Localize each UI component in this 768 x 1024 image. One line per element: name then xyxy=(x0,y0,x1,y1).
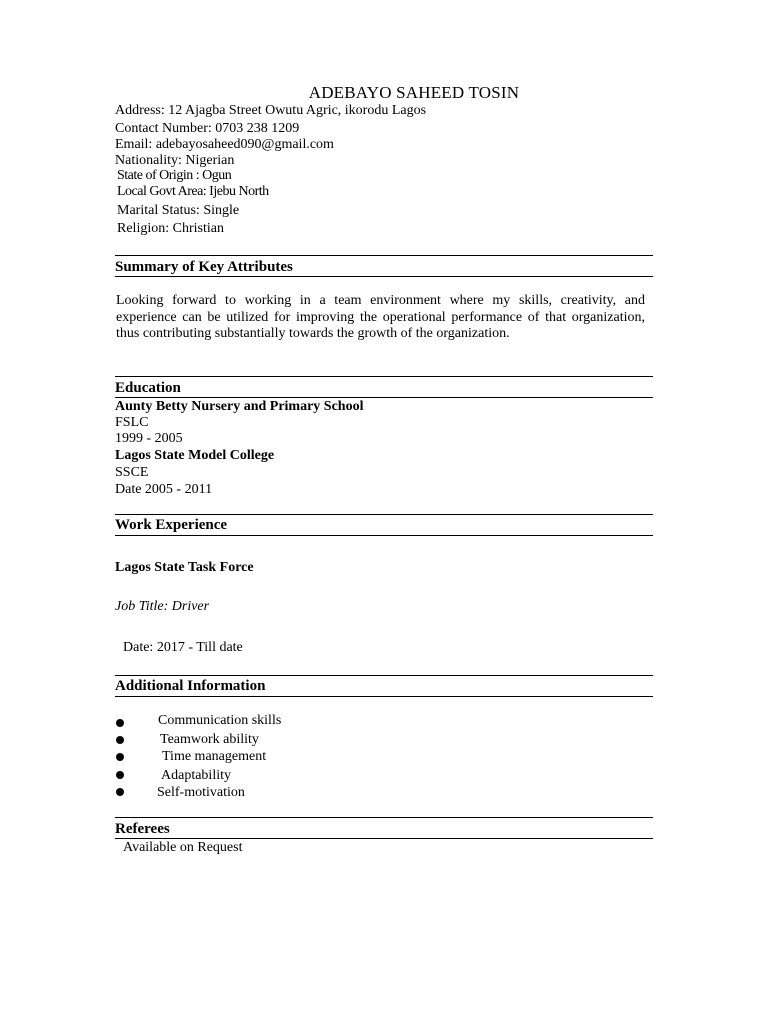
bullet-icon xyxy=(116,719,124,727)
section-rule-top xyxy=(115,376,653,377)
bullet-icon xyxy=(116,771,124,779)
bullet-icon xyxy=(116,753,124,761)
email-line: Email: adebayosaheed090@gmail.com xyxy=(115,137,334,152)
marital-status-line: Marital Status: Single xyxy=(117,203,240,218)
work-heading: Work Experience xyxy=(115,517,228,533)
education-school: Lagos State Model College xyxy=(115,448,275,463)
additional-item: Teamwork ability xyxy=(160,732,259,747)
education-school: Aunty Betty Nursery and Primary School xyxy=(115,399,364,414)
education-qualification: FSLC xyxy=(115,415,149,430)
additional-item: Adaptability xyxy=(161,768,231,783)
candidate-name: ADEBAYO SAHEED TOSIN xyxy=(308,83,520,102)
section-rule-top xyxy=(115,514,653,515)
section-rule-bottom xyxy=(115,535,653,536)
religion-line: Religion: Christian xyxy=(117,221,224,236)
work-job-title: Job Title: Driver xyxy=(115,599,210,614)
referees-heading: Referees xyxy=(115,821,170,837)
section-rule-bottom xyxy=(115,696,653,697)
education-dates: 1999 - 2005 xyxy=(115,431,183,446)
education-heading: Education xyxy=(115,380,181,396)
bullet-icon xyxy=(116,736,124,744)
address-line: Address: 12 Ajagba Street Owutu Agric, ikorodu Lagos xyxy=(115,103,427,118)
section-rule-top xyxy=(115,675,653,676)
education-qualification: SSCE xyxy=(115,465,149,480)
section-rule-bottom xyxy=(115,397,653,398)
summary-heading: Summary of Key Attributes xyxy=(115,259,293,275)
state-of-origin-line: State of Origin : Ogun xyxy=(117,168,232,183)
bullet-icon xyxy=(116,788,124,796)
referees-text: Available on Request xyxy=(123,840,243,855)
additional-heading: Additional Information xyxy=(115,678,266,694)
work-employer: Lagos State Task Force xyxy=(115,560,254,575)
nationality-line: Nationality: Nigerian xyxy=(115,153,235,168)
summary-text: Looking forward to working in a team environment where my skills, creativity, and experience can be utilized for improving the operational performance of that organization, thus contributing substantially towards the growth of the organization. xyxy=(116,293,645,342)
section-rule-top xyxy=(115,817,653,818)
section-rule-top xyxy=(115,255,653,256)
phone-line: Contact Number: 0703 238 1209 xyxy=(115,121,300,136)
additional-item: Time management xyxy=(162,749,267,764)
lga-line: Local Govt Area: Ijebu North xyxy=(117,184,269,199)
work-dates: Date: 2017 - Till date xyxy=(123,640,243,655)
section-rule-bottom xyxy=(115,838,653,839)
section-rule-bottom xyxy=(115,276,653,277)
education-dates: Date 2005 - 2011 xyxy=(115,482,213,497)
additional-item: Self-motivation xyxy=(157,785,245,800)
additional-item: Communication skills xyxy=(158,713,282,728)
